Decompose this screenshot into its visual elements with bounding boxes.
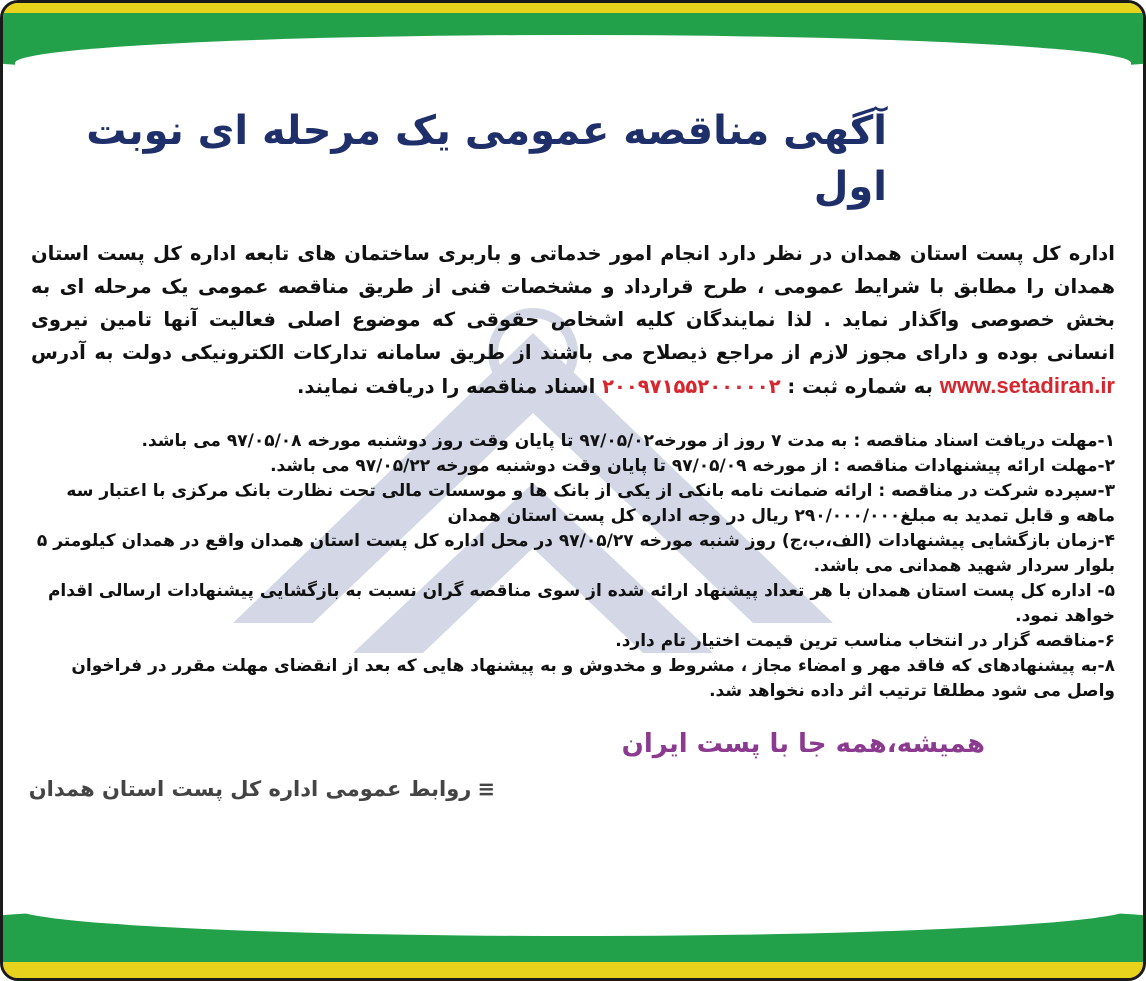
bullet-icon: ≡ (477, 777, 495, 801)
bottom-yellow-band (3, 962, 1143, 978)
condition-item: ۴-زمان بازگشایی پیشنهادات (الف،ب،ج) روز شنبه مورخه ۹۷/۰۵/۲۷ در محل اداره کل پست استان همدان واقع در همدان کیلومتر ۵ بلوار سردار شهید همدانی می باشد. (36, 531, 1115, 576)
intro-text: اداره کل پست استان همدان در نظر دارد انجام امور خدماتی و باربری ساختمان های تابعه اداره کل پست استان همدان را مطابق با شرایط عمومی ، طرح قرارداد و مشخصات فنی از طریق مناقصه عمومی یک مرحله ای به بخش خصوصی واگذار نماید . لذا نمایندگان کلیه اشخاص حقوقی که موضوع اصلی فعالیت آنها تامین نیروی انسانی بوده و دارای مجوز لازم از مراجع ذیصلاح می باشند از طریق سامانه تدارکات الکترونیکی دولت به آدرس (31, 242, 1115, 364)
condition-item: ۸-به پیشنهادهای که فاقد مهر و امضاء مجاز ، مشروط و مخدوش و به پیشنهاد هایی که بعد از انقضای مهلت مقرر در فراخوان واصل می شود مطلقا ترتیب اثر داده نخواهد شد. (71, 656, 1115, 701)
notice-title: آگهی مناقصه عمومی یک مرحله ای نوبت اول (86, 108, 887, 210)
intro-paragraph (31, 237, 1115, 403)
intro-tail: اسناد مناقصه را دریافت نمایند. (296, 375, 596, 398)
notice-content (28, 103, 1115, 806)
condition-item: ۶-مناقصه گزار در انتخاب مناسب ترین قیمت اختیار تام دارد. (615, 631, 1115, 651)
footer-signature (28, 772, 1115, 806)
slogan: همیشه،همه جا با پست ایران (621, 729, 985, 759)
condition-item: ۱-مهلت دریافت اسناد مناقصه : به مدت ۷ روز از مورخه۹۷/۰۵/۰۲ تا پایان وقت روز دوشنبه مورخه ۹۷/۰۵/۰۸ می باشد. (141, 431, 1115, 451)
condition-item: ۳-سپرده شرکت در مناقصه : ارائه ضمانت نامه بانکی از یکی از بانک ها و موسسات مالی تحت نظارت بانک مرکزی با اعتبار سه ماهه و قابل تمدید به مبلغ۲۹۰/۰۰۰/۰۰۰ ریال در وجه اداره کل پست استان همدان (66, 481, 1115, 526)
registration-number: ۲۰۰۹۷۱۵۵۲۰۰۰۰۰۲ (602, 375, 781, 398)
condition-item: ۲-مهلت ارائه پیشنهادات مناقصه : از مورخه ۹۷/۰۵/۰۹ تا پایان وقت دوشنبه مورخه ۹۷/۰۵/۲۲ می باشد. (270, 456, 1115, 476)
footer-text: روابط عمومی اداره کل پست استان همدان (28, 777, 472, 801)
website-link[interactable]: www.setadiran.ir (939, 373, 1115, 398)
registration-label: به شماره ثبت : (787, 375, 933, 398)
conditions-list (31, 429, 1115, 704)
condition-item: ۵- اداره کل پست استان همدان با هر تعداد پیشنهاد ارائه شده از سوی مناقصه گران نسبت به بازگشایی پیشنهادات ارسالی اقدام خواهد نمود. (47, 581, 1115, 626)
